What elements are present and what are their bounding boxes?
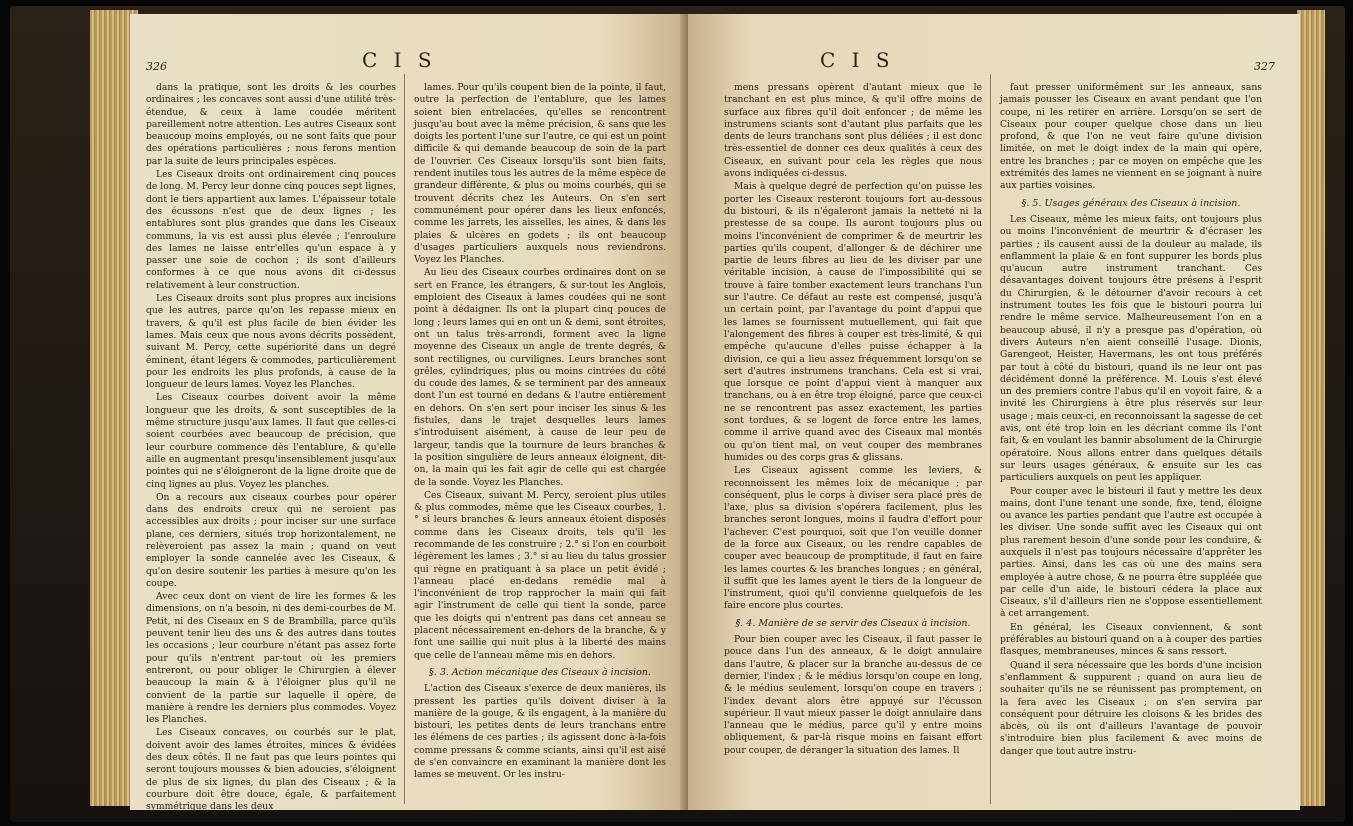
page-number-left: 326 xyxy=(146,60,167,73)
paragraph: L'action des Ciseaux s'exerce de deux manières, ils pressent les parties qu'ils doivent diviser à la manière de la gouge, & ils engagent, à la manière du bistouri, les petites dents de leurs tranchans entre les élémens de ces parties ; ils agissent donc à-la-fois comme pressans & comme sciants, ainsi qu'il est aisé de s'en convaincre en examinant la manière dont les lames se meuvent. Or les instru- xyxy=(414,683,666,781)
paragraph: Les Ciseaux courbes doivent avoir la même longueur que les droits, & sont susceptibles de la même structure jusqu'aux lames. Il faut que celles-ci soient courbées avec beaucoup de précision, que leur courbure commence dès l'entablure, & qu'elle aille en augmentant presqu'insensiblement jusqu'aux pointes qui ne s'éloigneront de la ligne droite que de cinq lignes au plus. Voyez les planches. xyxy=(146,392,396,490)
paragraph: Mais à quelque degré de perfection qu'on puisse les porter les Ciseaux resteront toujours fort au-dessous du bistouri, & ils n'égaleront jamais la netteté ni la prestesse de sa coupe. Ils auront toujours plus ou moins l'inconvénient de comprimer & de meurtrir les parties qu'ils coupent, d'allonger & de déchirer une partie de leurs fibres au lieu de les diviser par une véritable incision, à cause de l'impossibilité qui se trouve à faire tomber exactement leurs tranchans l'un sur l'autre. Ce défaut au reste est compensé, jusqu'à un certain point, par l'avantage du point d'appui que les lames se fournissent mutuellement, qui fait que l'alongement des fibres à couper est très-limité, & qui empêche qu'aucune d'elles puisse échapper à la division, ce qui a lieu assez fréquemment lorsqu'on se sert d'autres instrumens tranchans. Cela est si vrai, que lorsque ce point d'appui vient à manquer aux tranchans, ou à en être trop éloigné, parce que ceux-ci ne se rencontrent pas assez exactement, les parties sont tordues, & se logent de force entre les lames, comme il arrive quand avec des Ciseaux mal montés ou qu'on tient mal, on veut couper des membranes humides ou des corps gras & glissans. xyxy=(724,181,982,463)
right-page-column-1 xyxy=(724,82,982,802)
paragraph: lames. Pour qu'ils coupent bien de la pointe, il faut, outre la perfection de l'entablure, que les lames soient bien entrelacées, qu'elles se rencontrent jusqu'au bout avec la même précision, & sans que les doigts les portent l'une sur l'autre, ce qui est un point difficile & qui demande beaucoup de soin de la part de l'ouvrier. Ces Ciseaux lorsqu'ils sont bien faits, rendent inutiles tous les autres de la même espèce de grandeur différente, & plus ou moins courbés, qui se trouvent décrits chez les Auteurs. On s'en sert communément pour opérer dans les lieux enfoncés, comme les jarrets, les aisselles, les aines, & dans les plaies & ulcères en godets ; ils ont beaucoup d'usages particuliers auxquels nous reviendrons. Voyez les Planches. xyxy=(414,82,666,266)
paragraph: On a recours aux ciseaux courbes pour opérer dans des endroits creux qui ne seroient pas accessibles aux droits ; pour inciser sur une surface plane, ces derniers, situés trop horizontalement, ne relèveroient pas assez la main ; quand on veut employer la sonde cannelée avec les Ciseaux, & qu'on desire soutenir les parties à mesure qu'on les coupe. xyxy=(146,491,396,589)
section-heading: §. 3. Action mécanique des Ciseaux à incision. xyxy=(429,666,651,678)
paragraph: Pour bien couper avec les Ciseaux, il faut passer le pouce dans l'un des anneaux, & le doigt annulaire dans l'autre, & placer sur la branche au-dessus de ce dernier, l'index ; & le médius lorsqu'on coupe en long, & le médius seulement, lorsqu'on coupe en travers ; l'index devant alors être appuyé sur l'écusson supérieur. Il vaut mieux passer le doigt annulaire dans l'anneau que le médius, parce qu'il y entre moins obliquement, & par-là risque moins en faisant effort pour couper, de déranger la situation des lames. Il xyxy=(724,634,982,756)
paragraph: Les Ciseaux concaves, ou courbés sur le plat, doivent avoir des lames étroites, minces & évidées des deux côtés. Il ne faut pas que leurs pointes qui seront toujours mousses & bien adoucies, s'éloignent de plus de six lignes, du plan des Ciseaux ; & la courbure doit être douce, égale, & parfaitement symmétrique dans les deux xyxy=(146,727,396,813)
right-page xyxy=(688,14,1300,810)
section-heading: §. 5. Usages généraux des Ciseaux à incision. xyxy=(1021,197,1241,209)
paragraph: Au lieu des Ciseaux courbes ordinaires dont on se sert en France, les étrangers, & sur-tout les Anglois, emploient des Ciseaux à lames coudées qui ne sont point à dédaigner. Ils ont la plupart cinq pouces de long ; leurs lames qui en ont un & demi, sont étroites, ont un talus très-arrondi, forment avec la ligne moyenne des Ciseaux un angle de trente degrés, & sont rectilignes, ou curvilignes. Leurs branches sont grêles, cylindriques, plus ou moins cintrées du côté du coude des lames, & se terminent par des anneaux dont l'un est tourné en dedans & l'autre entièrement en dehors. On s'en sert pour inciser les sinus & les fistules, dans le trajet desquelles leurs lames s'introduisent aisément, à cause de leur peu de largeur, tandis que la tournure de leurs branches & la position singulière de leurs anneaux éloignent, dit-on, la main qui les fait agir de celle qui est chargée de la sonde. Voyez les Planches. xyxy=(414,267,666,488)
paragraph: Quand il sera nécessaire que les bords d'une incision s'enflamment & suppurent ; quand on aura lieu de souhaiter qu'ils ne se réunissent pas promptement, on la fera avec les Ciseaux ; on s'en servira par conséquent pour détruire les cloisons & les brides des abcès, où ils ont d'ailleurs l'avantage de pouvoir s'introduire bien plus facilement & avec moins de danger que tout autre instru- xyxy=(1000,659,1262,757)
column-rule-right xyxy=(990,74,991,804)
paragraph: En général, les Ciseaux conviennent, & sont préférables au bistouri quand on a à couper des parties flasques, membraneuses, minces & sans ressort. xyxy=(1000,621,1262,658)
running-header-right: C I S xyxy=(820,48,895,72)
paragraph: Les Ciseaux droits sont plus propres aux incisions que les autres, parce qu'on les repasse mieux en travers, & qu'il est plus facile de bien évider les lames. Mais ceux que nous avons décrits possèdent, suivant M. Percy, cette supériorité dans un degré éminent, étant légers & commodes, particulièrement pour les endroits les plus profonds, à cause de la longueur de leurs lames. Voyez les Planches. xyxy=(146,293,396,391)
page-edges-right xyxy=(1297,10,1325,806)
right-page-column-2 xyxy=(1000,82,1262,802)
paragraph: Ces Ciseaux, suivant M. Percy, seroient plus utiles & plus commodes, même que les Ciseaux courbes, 1.° si leurs branches & leurs anneaux étoient disposés comme dans les Ciseaux droits, tels qu'il les recommande de les construire ; 2.° si l'on en courboit légèrement les lames ; 3.° si au lieu du talus grossier qui règne en pratiquant à sa place un petit évidé ; l'anneau placé en-dedans remédie mal à l'inconvénient de trop rapprocher la main qui fait agir l'instrument de celle qui tient la sonde, parce que les doigts qui n'entrent pas dans cet anneau se placent nécessairement en-dehors de la branche, & y font une saillie qui nuit plus à la liberté des mains que celle de l'anneau même mis en dehors. xyxy=(414,489,666,661)
section-heading: §. 4. Manière de se servir des Ciseaux à incision. xyxy=(735,617,971,629)
paragraph: Pour couper avec le bistouri il faut y mettre les deux mains, dont l'une tenant une sonde, fixe, tend, éloigne ou avance les parties pendant que l'autre est occupée à les diviser. Une sonde suffit avec les Ciseaux qui ont plus rarement besoin d'une sonde pour les conduire, & auxquels il n'est pas toujours nécessaire d'apprêter les parties. Ainsi, dans les cas où une des mains sera employée à autre chose, & ne pourra être suppléée que par celle d'un aide, le bistouri cédera la place aux Ciseaux, s'il d'ailleurs rien ne s'oppose essentiellement à cet arrangement. xyxy=(1000,485,1262,620)
paragraph: mens pressans opèrent d'autant mieux que le tranchant en est plus mince, & qu'il offre moins de surface aux fibres qu'il doit enfoncer ; de même les instrumens sciants sont d'autant plus parfaits que les dents de leurs tranchans sont plus déliées ; il est donc très-essentiel de donner ces deux qualités à ceux des Ciseaux, en suivant pour cela les règles que nous avons indiquées ci-dessus. xyxy=(724,82,982,180)
left-page-column-2 xyxy=(414,82,666,802)
running-header-left: C I S xyxy=(362,48,437,72)
paragraph: Les Ciseaux agissent comme les leviers, & reconnoissent les mêmes loix de mécanique ; par conséquent, plus le corps à diviser sera placé près de l'axe, plus sa division s'opérera facilement, plus les branches seront longues, moins il faudra d'effort pour l'achever. C'est pourquoi, soit que l'on veuille donner de la force aux Ciseaux, ou les rendre capables de couper avec beaucoup de promptitude, il faut en faire les lames courtes & les branches longues ; en général, il suffit que les lames ayent le tiers de la longueur de l'instrument, quoi qu'il convienne quelquefois de les faire encore plus courtes. xyxy=(724,465,982,612)
column-rule-left xyxy=(404,74,405,804)
page-number-right: 327 xyxy=(1254,60,1275,73)
paragraph: Les Ciseaux droits ont ordinairement cinq pouces de long. M. Percy leur donne cinq pouces sept lignes, dont le tiers appartient aux lames. L'épaisseur totale des écussons n'est que de deux lignes ; les entablures sont plus grandes que dans les Ciseaux communs, la vis est aussi plus élevée ; l'enroulure des lames ne laisse entr'elles qu'un espace à y passer une soie de cochon ; ils sont d'ailleurs conformes à ce que nous avons dit ci-dessus relativement à leur construction. xyxy=(146,169,396,291)
left-page-column-1 xyxy=(146,82,396,813)
paragraph: faut presser uniformément sur les anneaux, sans jamais pousser les Ciseaux en avant pendant que l'on coupe, ni les retirer en arrière. Lorsqu'on se sert de Ciseaux pour couper quelque chose dans un lieu profond, & que l'on ne veut faire qu'une division limitée, on met le doigt index de la main qui opère, entre les branches ; par ce moyen on empêche que les extrémités des lames ne viennent en se joignant à nuire aux parties voisines. xyxy=(1000,82,1262,192)
paragraph: Les Ciseaux, même les mieux faits, ont toujours plus ou moins l'inconvénient de meurtrir & d'écraser les parties ; ils causent aussi de la douleur au malade, ils enflamment la plaie & en font suppurer les bords plus qu'aucun autre instrument tranchant. Ces désavantages doivent toujours être présens à l'esprit du Chirurgien, & le détourner d'avoir recours à cet instrument toutes les fois que le bistouri pourra lui rendre le même service. Malheureusement l'on en a beaucoup abusé, il n'y a presque pas d'opération, où divers Auteurs n'en aient conseillé l'usage. Dionis, Garengeot, Heister, Havermans, les ont tous préférés par tout à côté du bistouri, quand ils ne leur ont pas décidément donné la préférence. M. Louis s'est élevé un des premiers contre l'abus qu'il en voyoit faire, & a invité les Chirurgiens à être plus réservés sur leur usage ; mais ceux-ci, en reconnoissant la sagesse de cet avis, ont été trop loin en les décriant comme ils l'ont fait, & en voulant les bannir absolument de la Chirurgie opératoire. Nous allons entrer dans quelques détails sur leurs usages généraux, & ensuite sur les cas particuliers auxquels on peut les appliquer. xyxy=(1000,213,1262,484)
paragraph: dans la pratique, sont les droits & les courbes ordinaires ; les concaves sont aussi d'une utilité très-étendue, & ceux à lame coudée méritent pareillement notre attention. Les autres Ciseaux sont beaucoup moins employés, ou ne sont faits que pour des opérations particulières ; nous ferons mention par la suite de leurs principales espèces. xyxy=(146,82,396,167)
paragraph: Avec ceux dont on vient de lire les formes & les dimensions, on n'a besoin, ni des demi-courbes de M. Petit, ni des Ciseaux en S de Brambilla, parce qu'ils peuvent tenir lieu des uns & des autres dans toutes les occasions ; leur courbure n'étant pas assez forte pour qu'ils n'entrent par-tout où les premiers entreront, ou pour obliger le Chirurgien à élever beaucoup la main & à l'éloigner plus qu'il ne convient de la partie sur laquelle il opère, de manière à rendre les derniers plus commodes. Voyez les Planches. xyxy=(146,591,396,726)
left-page xyxy=(130,14,686,813)
